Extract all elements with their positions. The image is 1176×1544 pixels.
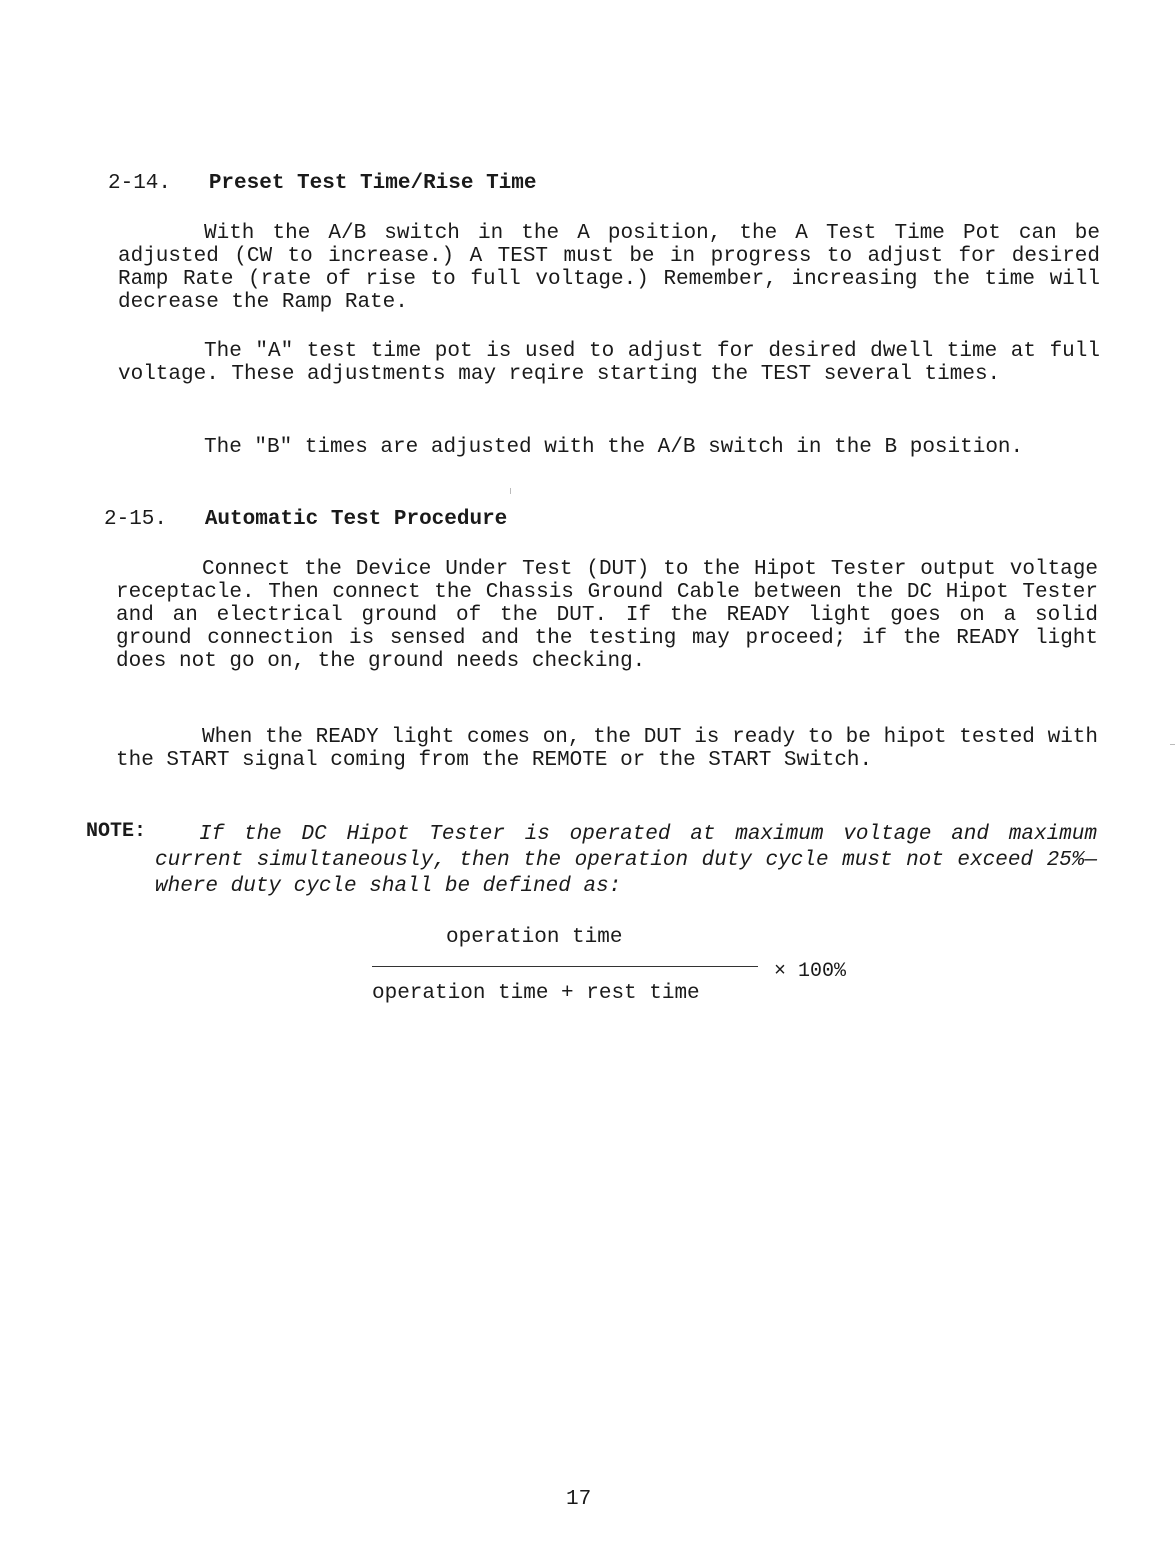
note-text-content: If the DC Hipot Tester is operated at maximum voltage and maximum current simultaneously, then the operation duty cycle must not exceed 25%—where duty cycle shall be defined as: xyxy=(155,823,1097,898)
paragraph xyxy=(116,726,1098,772)
paragraph-text: With the A/B switch in the A position, the A Test Time Pot can be adjusted (CW to increase.) A TEST must be in progress to adjust for desired Ramp Rate (rate of rise to full voltage.) Remember, increasing the time will decrease the Ramp Rate. xyxy=(118,222,1100,314)
page-number: 17 xyxy=(566,1488,592,1511)
paragraph xyxy=(116,558,1098,673)
paragraph xyxy=(118,340,1100,386)
scan-speck xyxy=(1170,744,1175,745)
formula-multiplier: × 100% xyxy=(774,960,847,983)
paragraph xyxy=(118,436,1100,459)
section-number: 2-15. xyxy=(104,508,168,531)
formula-denominator: operation time + rest time xyxy=(372,982,700,1005)
scan-speck xyxy=(510,488,511,494)
paragraph-text: The "A" test time pot is used to adjust for desired dwell time at full voltage. These adjustments may reqire starting the TEST several times. xyxy=(118,340,1100,386)
section-title: Automatic Test Procedure xyxy=(204,508,508,531)
formula-numerator: operation time xyxy=(446,926,623,949)
section-heading-2-14 xyxy=(108,172,536,195)
section-title: Preset Test Time/Rise Time xyxy=(208,172,537,195)
paragraph-text: The "B" times are adjusted with the A/B switch in the B position. xyxy=(204,436,1024,459)
note-text xyxy=(155,822,1097,900)
paragraph-text: Connect the Device Under Test (DUT) to the Hipot Tester output voltage receptacle. Then connect the Chassis Ground Cable between the DC Hipot Tester and an electrical ground of the DUT. If the READY light goes on a solid ground connection is sensed and the testing may proceed; if the READY light does not go on, the ground needs checking. xyxy=(116,558,1098,673)
paragraph-text: When the READY light comes on, the DUT is ready to be hipot tested with the START signal coming from the REMOTE or the START Switch. xyxy=(116,726,1098,772)
section-heading-2-15 xyxy=(104,508,507,531)
fraction-bar xyxy=(372,966,758,967)
note-label: NOTE: xyxy=(86,820,147,843)
section-number: 2-14. xyxy=(108,172,172,195)
paragraph xyxy=(118,222,1100,314)
